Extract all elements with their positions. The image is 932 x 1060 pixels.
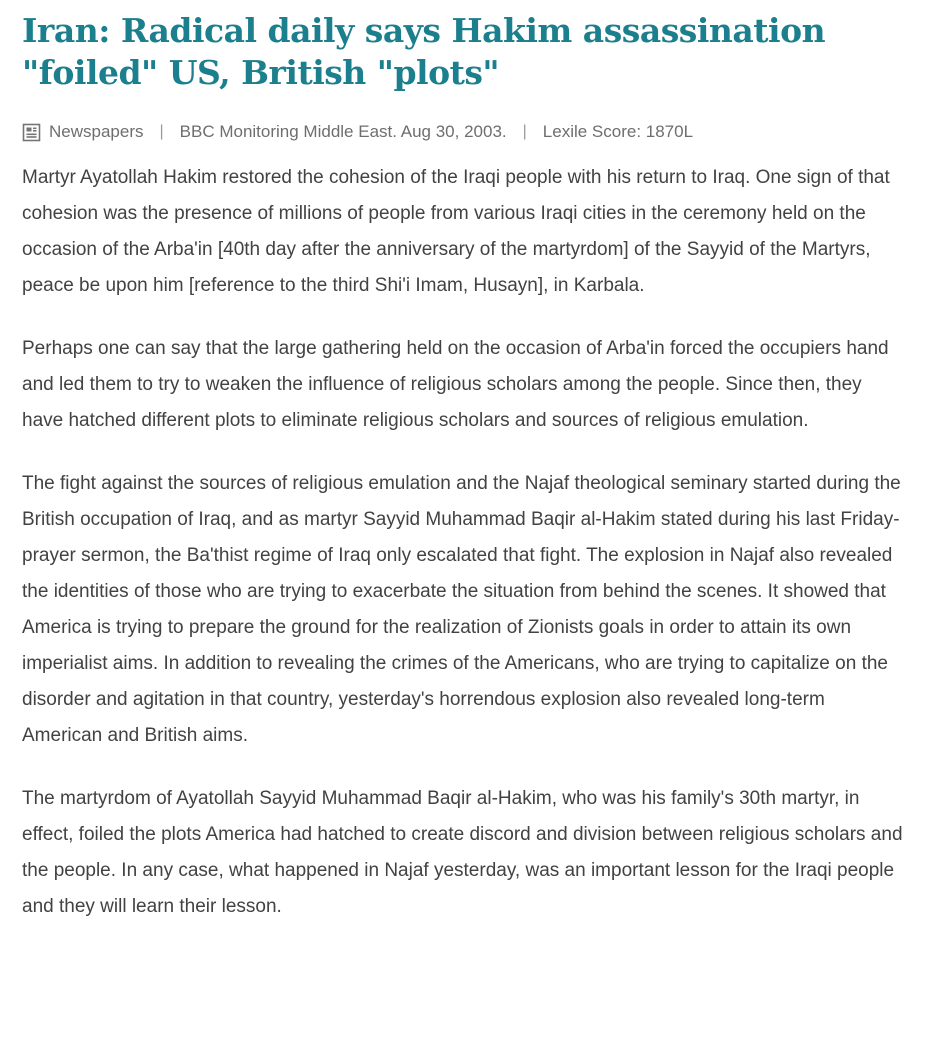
newspaper-icon [22,123,41,142]
article-title: Iran: Radical daily says Hakim assassination "foiled" US, British "plots" [22,11,826,93]
article-paragraph: Perhaps one can say that the large gathering held on the occasion of Arba'in forced the occupiers hand and led them to try to weaken the influence of religious scholars among the people. Since then, they have hatched different plots to eliminate religious scholars and sources of religious emulation. [22,338,889,432]
doc-type-label: Newspapers [49,122,144,142]
article-paragraph: Martyr Ayatollah Hakim restored the cohesion of the Iraqi people with his return to Iraq. One sign of that cohesion was the presence of millions of people from various Iraqi cities in the ceremony held on the occasion of the Arba'in [40th day after the anniversary of the martyrdom] of the Sayyid of the Martyrs, peace be upon him [reference to the third Shi'i Imam, Husayn], in Karbala. [22,167,890,297]
meta-separator: | [522,123,527,141]
article-body [22,160,906,925]
lexile-score-label: Lexile Score: 1870L [542,122,694,142]
article-meta-row [22,122,906,142]
meta-separator: | [159,123,164,141]
article-paragraph: The martyrdom of Ayatollah Sayyid Muhammad Baqir al-Hakim, who was his family's 30th martyr, in effect, foiled the plots America had hatched to create discord and division between religious scholars and the people. In any case, what happened in Najaf yesterday, was an important lesson for the Iraqi people and they will learn their lesson. [22,788,903,918]
article-paragraph: The fight against the sources of religious emulation and the Najaf theological seminary started during the British occupation of Iraq, and as martyr Sayyid Muhammad Baqir al-Hakim stated during his last Friday-prayer sermon, the Ba'thist regime of Iraq only escalated that fight. The explosion in Najaf also revealed the identities of those who are trying to exacerbate the situation from behind the scenes. It showed that America is trying to prepare the ground for the realization of Zionists goals in order to attain its own imperialist aims. In addition to revealing the crimes of the Americans, who are trying to capitalize on the disorder and agitation in that country, yesterday's horrendous explosion also revealed long-term American and British aims. [22,473,901,747]
source-date-label: BBC Monitoring Middle East. Aug 30, 2003. [179,122,507,142]
